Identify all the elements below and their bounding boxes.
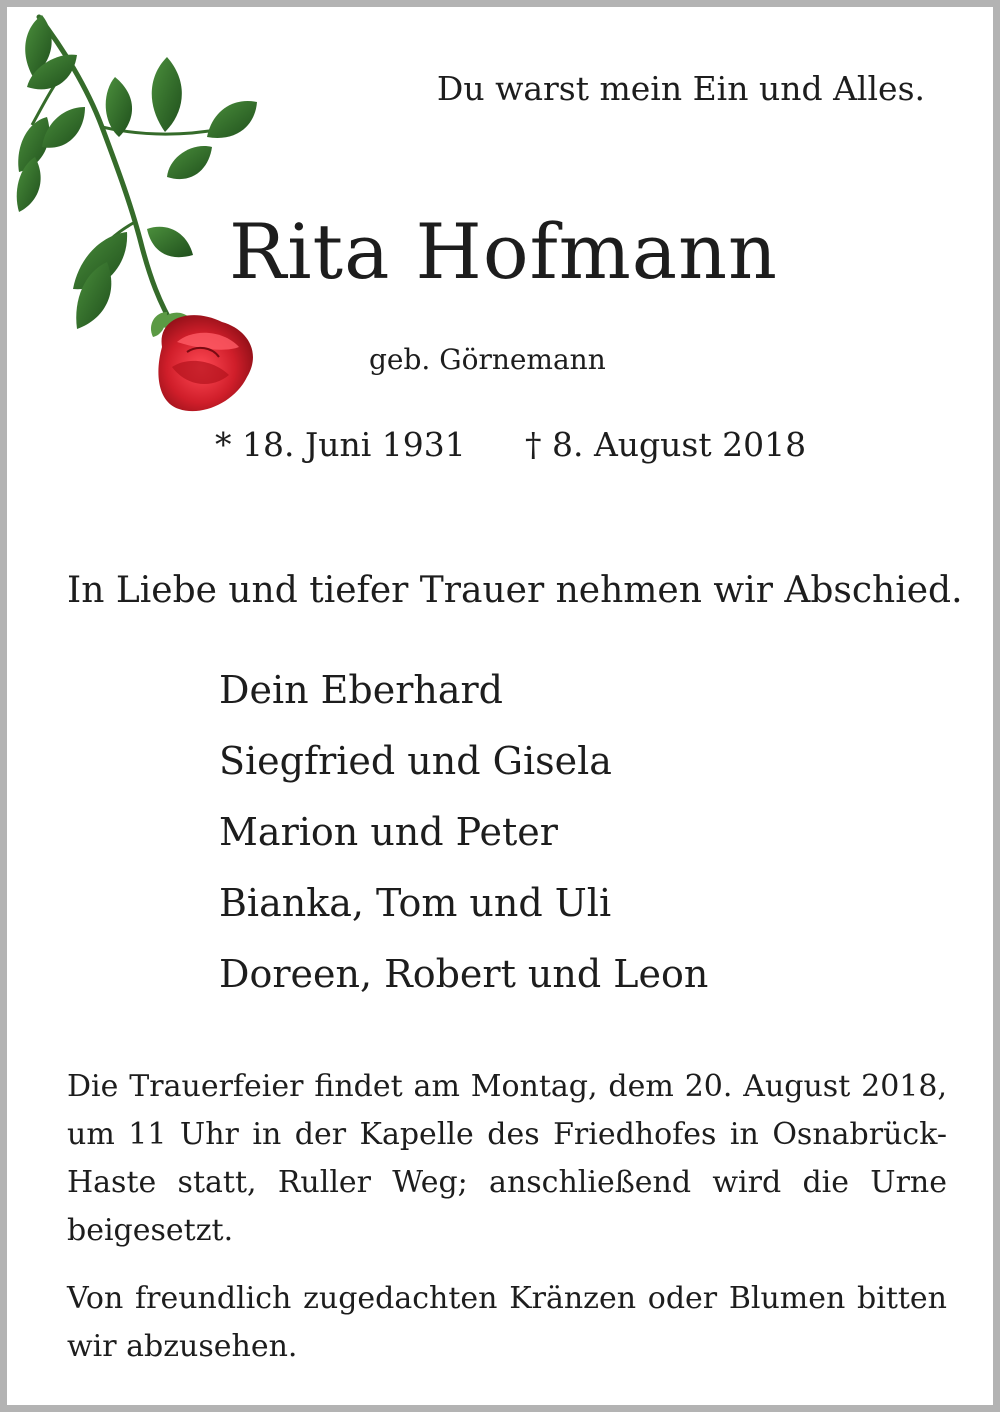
mourner-item: Doreen, Robert und Leon [219,952,709,996]
birth-date: * 18. Juni 1931 [215,425,466,464]
mourner-item: Siegfried und Gisela [219,739,612,783]
mourner-item: Marion und Peter [219,810,558,854]
maiden-name: geb. Görnemann [369,343,606,376]
farewell-line: In Liebe und tiefer Trauer nehmen wir Abschied. [67,570,963,611]
motto: Du warst mein Ein und Alles. [436,69,925,108]
mourners-list [219,665,708,1020]
death-date: † 8. August 2018 [525,425,807,464]
ceremony-info: Die Trauerfeier findet am Montag, dem 20. August 2018, um 11 Uhr in der Kapelle des Friedhofes in Osnabrück-Haste statt, Ruller Weg; anschließend wird die Urne beigesetzt. [67,1069,947,1248]
mourner-item: Bianka, Tom und Uli [219,881,612,925]
flowers-note: Von freundlich zugedachten Kränzen oder Blumen bitten wir abzusehen. [67,1281,947,1364]
deceased-name: Rita Hofmann [229,207,778,296]
mourner-item: Dein Eberhard [219,668,503,712]
